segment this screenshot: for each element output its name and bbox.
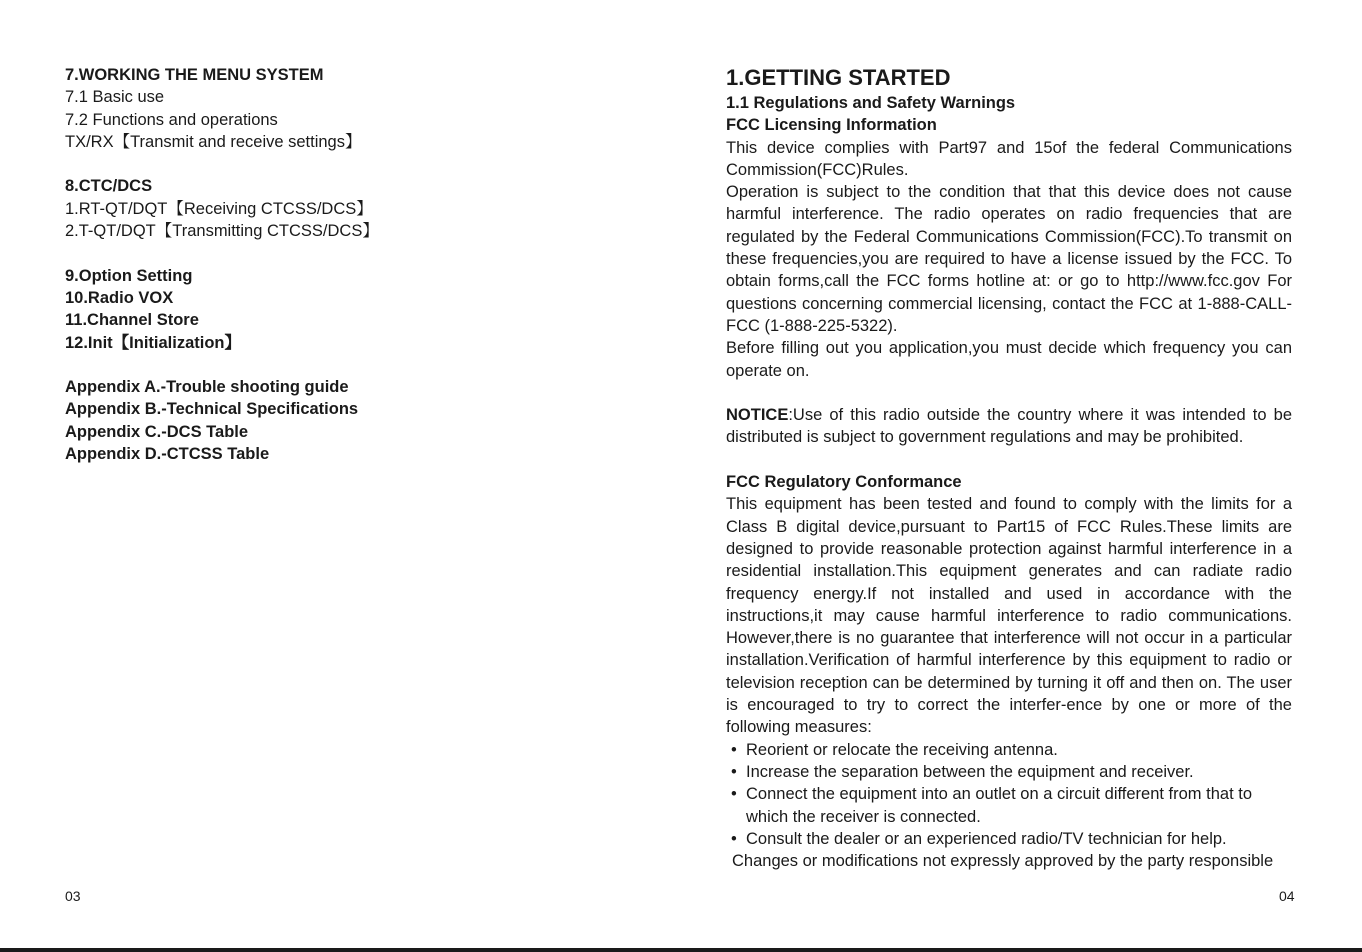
bullet-icon: • — [731, 829, 737, 848]
toc-entry: Appendix D.-CTCSS Table — [65, 445, 270, 464]
section-heading: 1.1 Regulations and Safety Warnings — [726, 94, 1016, 112]
notice-text: :Use of this radio outside the country where it was intended to be distributed is subject to government regulations and may be prohibited. — [726, 406, 1292, 447]
toc-entry: Appendix C.-DCS Table — [65, 422, 249, 441]
paragraph-conformance: This equipment has been tested and found to comply with the limits for a Class B digital device,pursuant to Part15 of FCC Rules.These limits are designed to provide reasonable protection against harmful interference in a residential installation.This equipment generates and can radiate radio frequency energy.If not installed and used in accordance with the instructions,it may cause harmful interference to radio communications. However,there is no guarantee that interference will not occur in a particular installation.Verification of harmful interference by this equipment to radio or television reception can be determined by turning it off and then on. The user is encouraged to try to correct the interfer-ence by one or more of the following measures: — [726, 495, 1292, 737]
table-of-contents — [65, 64, 625, 465]
paragraph-compliance: This device complies with Part97 and 15of the federal Communications Commission(FCC)Rules. — [726, 138, 1292, 179]
measures-list — [726, 739, 1292, 850]
notice-label: NOTICE — [726, 406, 789, 425]
toc-entry: 1.RT-QT/DQT【Receiving CTCSS/DCS】 — [65, 199, 373, 218]
toc-entry: 7.WORKING THE MENU SYSTEM — [65, 66, 324, 84]
toc-entry: 10.Radio VOX — [65, 288, 174, 307]
toc-entry: 11.Channel Store — [65, 311, 199, 330]
chapter-title: 1.GETTING STARTED — [726, 65, 951, 90]
toc-entry: TX/RX【Transmit and receive settings】 — [65, 132, 362, 151]
bullet-icon: • — [731, 740, 737, 759]
toc-entry: 9.Option Setting — [65, 266, 193, 285]
toc-spacer — [65, 153, 625, 175]
page-number-right: 04 — [1279, 888, 1295, 904]
list-item: • Consult the dealer or an experienced radio/TV technician for help. — [730, 828, 1292, 850]
paragraph-application: Before filling out you application,you must decide which frequency you can operate on. — [726, 339, 1292, 380]
list-item: • Reorient or relocate the receiving antenna. — [730, 739, 1292, 761]
toc-entry: 7.1 Basic use — [65, 88, 165, 107]
notice-paragraph — [726, 404, 1292, 449]
bullet-icon: • — [731, 762, 737, 781]
page-number-left: 03 — [65, 888, 81, 904]
toc-entry: 8.CTC/DCS — [65, 177, 153, 196]
toc-spacer — [65, 242, 625, 264]
left-page — [0, 0, 680, 948]
paragraph-changes: Changes or modifications not expressly approved by the party responsible — [732, 852, 1274, 871]
right-page-content — [726, 64, 1292, 872]
list-item: • Increase the separation between the equipment and receiver. — [730, 761, 1292, 783]
toc-entry: Appendix A.-Trouble shooting guide — [65, 378, 349, 397]
toc-spacer — [65, 354, 625, 376]
bullet-icon: • — [731, 785, 737, 804]
toc-entry: Appendix B.-Technical Specifications — [65, 400, 359, 419]
paragraph-operation: Operation is subject to the condition that that this device does not cause harmful interference. The radio operates on radio frequencies that are regulated by the Federal Communications Commission(FCC).To transmit on these frequencies,you are required to have a license issued by the FCC. To obtain forms,call the FCC forms hotline at: or go to http://www.fcc.gov For questions concerning commercial licensing, contact the FCC at 1-888-CALL-FCC (1-888-225-5322). — [726, 183, 1292, 335]
toc-entry: 2.T-QT/DQT【Transmitting CTCSS/DCS】 — [65, 222, 379, 241]
bottom-border — [0, 948, 1362, 952]
fcc-licensing-heading: FCC Licensing Information — [726, 116, 937, 135]
toc-entry: 7.2 Functions and operations — [65, 110, 278, 129]
list-item: • Connect the equipment into an outlet on a circuit different from that to which the receiver is connected. — [731, 785, 1252, 826]
toc-entry: 12.Init【Initialization】 — [65, 333, 242, 352]
conformance-heading: FCC Regulatory Conformance — [726, 473, 962, 492]
